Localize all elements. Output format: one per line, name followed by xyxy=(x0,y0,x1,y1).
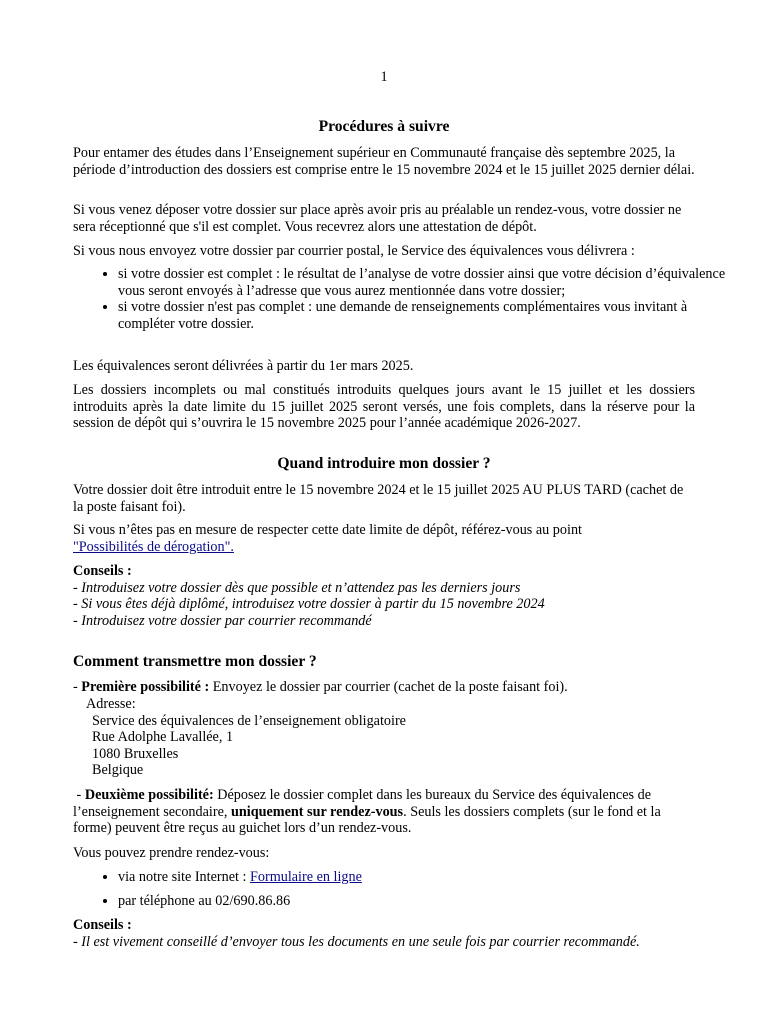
list-item: • si votre dossier est complet : le résultat de l’analyse de votre dossier ainsi que votre décision d’équivalence vous seront envoyés à l’adresse que vous aurez mentionnée dans votre dossier; xyxy=(118,266,740,299)
section-title-procedures: Procédures à suivre xyxy=(318,118,450,135)
first-option-prefix: - xyxy=(73,679,82,695)
address-line: Belgique xyxy=(92,762,144,779)
address-line: 1080 Bruxelles xyxy=(92,745,179,762)
list-item-phone: • par téléphone au 02/690.86.86 xyxy=(118,893,740,910)
second-option-prefix: - xyxy=(73,787,85,803)
conseils-label: Conseils : xyxy=(73,917,132,933)
paragraph-incomplete-files: Les dossiers incomplets ou mal constitués introduits quelques jours avant le 15 juillet et les dossiers introduits après la date limite du 15 juillet 2025 seront versés, une fois complets, dans la réserve pour la session de dépôt qui s’ouvrira le 15 novembre 2025 pour l’année académique 2026-2027. xyxy=(73,382,695,432)
address-line: Rue Adolphe Lavallée, 1 xyxy=(92,729,234,746)
second-option-text-2: . Seuls les dossiers complets (sur le fond et la forme) peuvent être reçus au guichet lors d’un rendez-vous. xyxy=(73,803,661,837)
paragraph-depot-sur-place: Si vous venez déposer votre dossier sur place après avoir pris au préalable un rendez-vous, votre dossier ne sera réceptionné que s'il est complet. Vous recevrez alors une attestation de dépôt. xyxy=(73,202,682,235)
conseil-item: - Introduisez votre dossier par courrier recommandé xyxy=(73,612,372,629)
paragraph-deadline: Votre dossier doit être introduit entre le 15 novembre 2024 et le 15 juillet 2025 AU PLUS TARD (cachet de la poste faisant foi). xyxy=(73,482,684,515)
conseil-item: - Introduisez votre dossier dès que possible et n’attendez pas les derniers jours xyxy=(73,579,521,596)
derogation-link[interactable]: "Possibilités de dérogation". xyxy=(73,538,234,555)
address-line: Service des équivalences de l’enseignement obligatoire xyxy=(92,712,406,729)
bullet-list-rdv-phone xyxy=(73,893,740,910)
conseil-item: - Si vous êtes déjà diplômé, introduisez votre dossier à partir du 15 novembre 2024 xyxy=(73,596,545,613)
paragraph-rdv-intro: Vous pouvez prendre rendez-vous: xyxy=(73,845,270,861)
conseils-block-2 xyxy=(73,917,695,950)
address-label: Adresse: xyxy=(86,696,136,712)
bullet-list-rdv xyxy=(73,869,740,886)
list-item: • si votre dossier n'est pas complet : une demande de renseignements complémentaires vous invitant à compléter votre dossier. xyxy=(118,299,740,332)
section-title-when: Quand introduire mon dossier ? xyxy=(277,455,491,472)
conseils-label: Conseils : xyxy=(73,563,132,579)
address-block xyxy=(73,696,695,779)
conseils-block-1 xyxy=(73,563,695,629)
paragraph-intro: Pour entamer des études dans l’Enseignement supérieur en Communauté française dès septembre 2025, la période d’introduction des dossiers est comprise entre le 15 novembre 2024 et le 15 juillet 2025 dernier délai. xyxy=(73,145,695,178)
derogation-text: Si vous n’êtes pas en mesure de respecter cette date limite de dépôt, référez-vous au point xyxy=(73,522,582,538)
second-option-text-1: Déposez le dossier complet dans les bureaux du Service des équivalences de l’enseignement secondaire, xyxy=(73,787,651,820)
first-option-text: Envoyez le dossier par courrier (cachet de la poste faisant foi). xyxy=(209,679,568,695)
section-title-how: Comment transmettre mon dossier ? xyxy=(73,653,317,670)
paragraph-second-option xyxy=(73,787,695,837)
paragraph-first-option xyxy=(73,679,695,696)
second-option-bold: uniquement sur rendez-vous xyxy=(230,803,404,820)
paragraph-courrier-postal: Si vous nous envoyez votre dossier par courrier postal, le Service des équivalences vous délivrera : xyxy=(73,243,635,259)
bullet-list-delivery xyxy=(73,266,740,332)
rdv-web-text: via notre site Internet : xyxy=(118,869,250,885)
second-option-label: Deuxième possibilité: xyxy=(84,787,214,803)
paragraph-delivery-date: Les équivalences seront délivrées à partir du 1er mars 2025. xyxy=(73,358,414,374)
first-option-label: Première possibilité : xyxy=(81,679,210,695)
list-item-web xyxy=(118,869,740,886)
paragraph-derogation xyxy=(73,522,695,555)
online-form-link[interactable]: Formulaire en ligne xyxy=(249,869,362,885)
page-number: 1 xyxy=(380,69,388,85)
conseil-item: - Il est vivement conseillé d’envoyer tous les documents en une seule fois par courrier recommandé. xyxy=(73,933,640,950)
